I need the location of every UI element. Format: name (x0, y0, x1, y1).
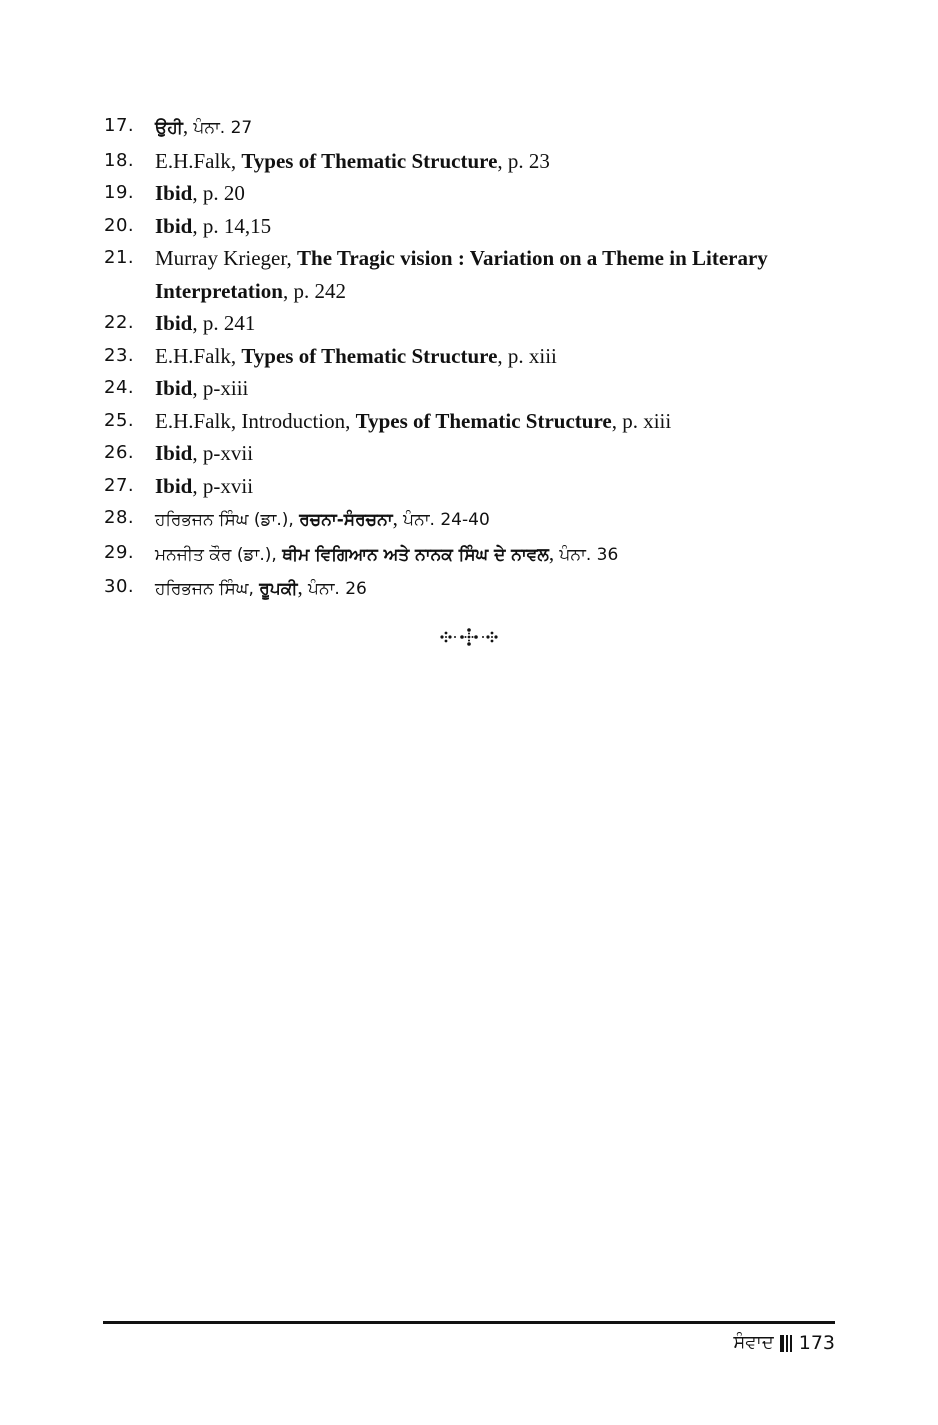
endnote-text (155, 405, 844, 438)
ornament-divider-icon (437, 626, 501, 648)
endnote-title: Ibid (155, 441, 193, 465)
separator-bars-icon (780, 1335, 794, 1352)
endnote-segment: , p-xvii (192, 441, 254, 465)
endnote-title: ਥੀਮ ਵਿਗਿਆਨ ਅਤੇ ਨਾਨਕ ਸਿੰਘ ਦੇ ਨਾਵਲ (282, 544, 549, 565)
endnote-text (155, 110, 844, 145)
endnote-text (155, 571, 844, 606)
endnote-text (155, 177, 844, 210)
endnote-number: 22. (104, 312, 135, 333)
endnote-text (155, 537, 844, 572)
endnote-segment: , (548, 540, 560, 565)
endnote-text (155, 437, 844, 470)
endnote-item (104, 145, 844, 178)
endnote-item (104, 405, 844, 438)
endnote-item (104, 307, 844, 340)
endnote-segment: ਪੰਨਾ. 36 (559, 544, 619, 565)
endnote-segment: ਪੰਨਾ. 26 (307, 579, 367, 599)
endnote-number: 19. (104, 182, 135, 203)
endnote-number: 20. (104, 214, 135, 236)
endnote-number: 26. (104, 442, 135, 463)
endnote-text (155, 145, 844, 178)
endnote-segment: Murray Krieger, (155, 246, 298, 270)
endnote-number: 17. (104, 115, 135, 136)
endnote-segment: , (392, 506, 404, 530)
endnote-segment: , (182, 114, 194, 138)
endnote-item (104, 571, 844, 606)
endnote-segment: ਹਰਿਭਜਨ ਸਿੰਘ (ਡਾ.), (155, 510, 300, 530)
endnote-segment: , p. 23 (497, 148, 550, 173)
endnote-title: Ibid (155, 213, 193, 238)
endnote-segment: , (297, 575, 308, 599)
endnote-segment: , p-xvii (192, 473, 254, 498)
endnote-item (104, 110, 844, 145)
endnote-text (155, 502, 844, 537)
endnote-number: 30. (104, 576, 135, 597)
endnote-number: 21. (104, 247, 135, 268)
endnote-segment: , p. xiii (497, 343, 557, 368)
endnote-segment: , p-xiii (192, 376, 249, 400)
endnote-number: 23. (104, 344, 135, 366)
endnote-item (104, 437, 844, 470)
endnote-item (104, 502, 844, 537)
endnote-text (155, 372, 844, 405)
endnote-title: The Tragic vision : Variation on a Theme in Literary Interpretation (155, 246, 768, 303)
endnote-number: 24. (104, 377, 135, 398)
endnote-title: Types of Thematic Structure (241, 343, 498, 368)
endnote-item (104, 470, 844, 503)
endnote-segment: , p. 14,15 (192, 213, 272, 238)
endnote-segment: ਪੰਨਾ. 24-40 (403, 510, 490, 530)
endnote-item (104, 210, 844, 243)
endnote-number: 18. (104, 149, 135, 171)
endnote-segment: E.H.Falk, (155, 343, 242, 368)
endnote-segment: E.H.Falk, (155, 148, 242, 173)
endnote-title: Types of Thematic Structure (241, 148, 498, 173)
endnote-segment: ਹਰਿਭਜਨ ਸਿੰਘ, (155, 579, 260, 599)
endnote-segment: E.H.Falk, Introduction, (155, 408, 356, 433)
footer-rule (103, 1321, 835, 1324)
endnote-text (155, 340, 844, 373)
endnote-number: 27. (104, 474, 135, 496)
endnote-text (155, 470, 844, 503)
endnote-number: 29. (104, 541, 135, 563)
endnote-number: 25. (104, 409, 135, 431)
endnote-text (155, 210, 844, 243)
page-number: 173 (798, 1332, 835, 1354)
endnote-segment: ਮਨਜੀਤ ਕੌਰ (ਡਾ.), (155, 544, 283, 565)
endnote-title: ਉਹੀ (155, 118, 183, 138)
endnote-segment: , p. 242 (282, 278, 346, 303)
endnote-title: Ibid (155, 473, 193, 498)
endnote-segment: , p. xiii (611, 408, 672, 433)
endnote-item (104, 372, 844, 405)
endnote-title: Ibid (155, 181, 193, 205)
endnote-item (104, 537, 844, 572)
endnote-item (104, 340, 844, 373)
endnote-item (104, 177, 844, 210)
endnote-segment: , p. 241 (192, 311, 256, 335)
endnotes-list (104, 110, 844, 606)
endnote-title: Ibid (155, 311, 193, 335)
endnote-text (155, 242, 844, 307)
endnote-title: Ibid (155, 376, 193, 400)
page-footer (733, 1329, 835, 1357)
endnote-text (155, 307, 844, 340)
endnote-title: ਰੂਪਕੀ (259, 579, 298, 599)
endnote-title: ਰਚਨਾ-ਸੰਰਚਨਾ (299, 510, 393, 530)
endnote-title: Types of Thematic Structure (355, 408, 612, 433)
endnote-number: 28. (104, 507, 135, 528)
endnote-segment: , p. 20 (192, 181, 245, 205)
endnote-item (104, 242, 844, 307)
journal-title: ਸੰਵਾਦ (733, 1332, 774, 1353)
endnote-segment: ਪੰਨਾ. 27 (193, 118, 253, 138)
